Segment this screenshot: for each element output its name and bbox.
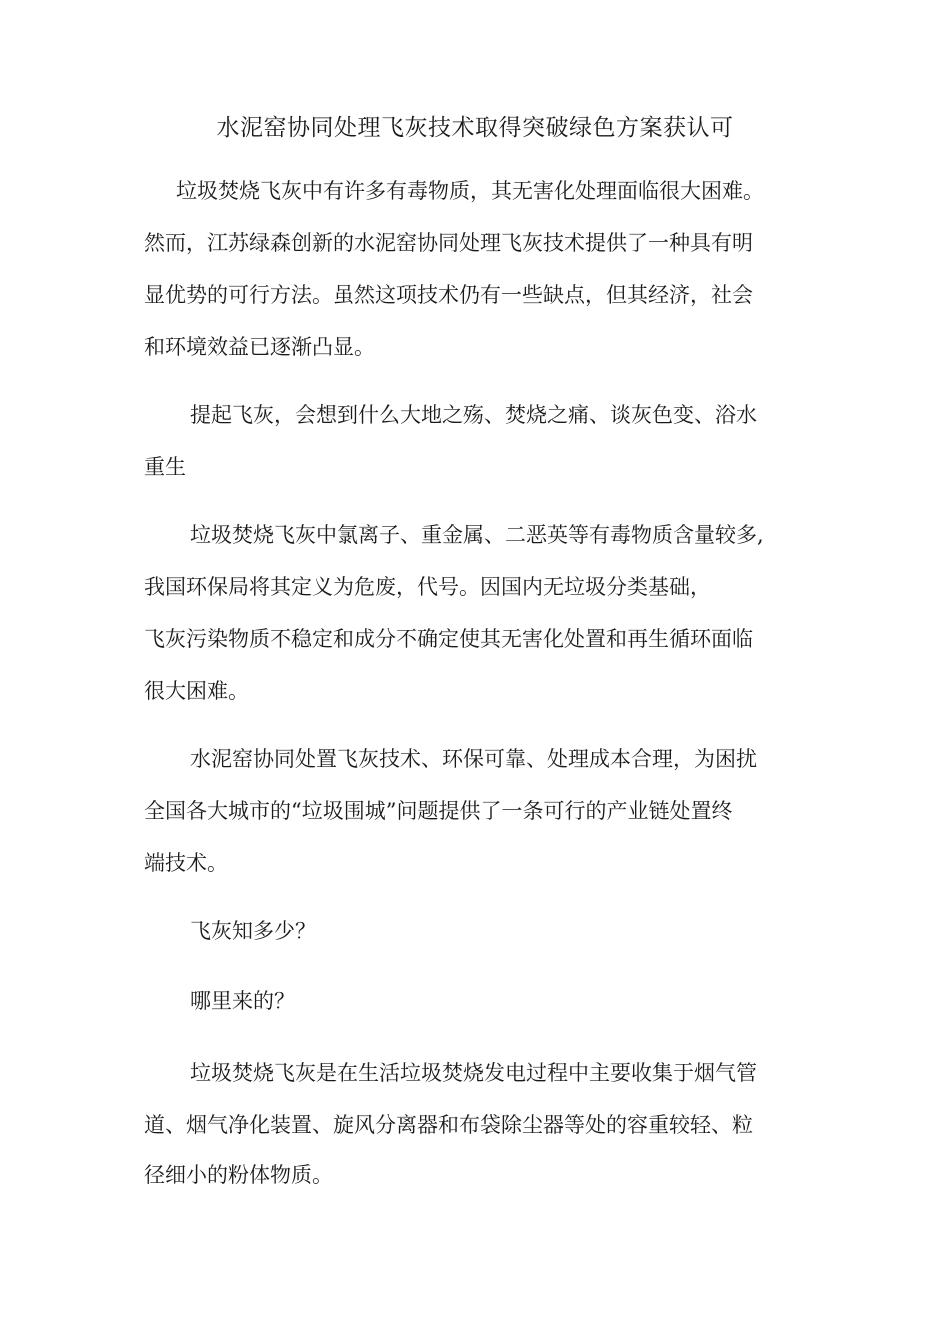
paragraph-2-line-2: 重生 (144, 455, 186, 479)
paragraph-4-line-2: 全国各大城市的“垃圾围城”问题提供了一条可行的产业链处置终 (144, 799, 733, 823)
paragraph-7-line-2: 道、烟气净化装置、旋风分离器和布袋除尘器等处的容重较轻、粒 (144, 1113, 753, 1137)
paragraph-1-line-2: 然而，江苏绿森创新的水泥窑协同处理飞灰技术提供了一种具有明 (144, 231, 753, 255)
paragraph-3-line-3: 飞灰污染物质不稳定和成分不确定使其无害化处置和再生循环面临 (144, 627, 753, 651)
paragraph-7-line-3: 径细小的粉体物质。 (144, 1163, 333, 1187)
paragraph-7-line-1: 垃圾焚烧飞灰是在生活垃圾焚烧发电过程中主要收集于烟气管 (190, 1061, 757, 1085)
paragraph-3-line-2: 我国环保局将其定义为危废，代号。因国内无垃圾分类基础， (144, 575, 711, 599)
paragraph-3-line-1: 垃圾焚烧飞灰中氯离子、重金属、二恶英等有毒物质含量较多, (190, 523, 764, 547)
paragraph-3-line-4: 很大困难。 (144, 679, 249, 703)
paragraph-1-line-3: 显优势的可行方法。虽然这项技术仍有一些缺点，但其经济，社会 (144, 283, 753, 307)
paragraph-4-line-3: 端技术。 (144, 851, 228, 875)
paragraph-2-line-1: 提起飞灰，会想到什么大地之殇、焚烧之痛、谈灰色变、浴水 (190, 403, 757, 427)
paragraph-6-line-1: 哪里来的？ (190, 989, 295, 1013)
paragraph-1-line-4: 和环境效益已逐渐凸显。 (144, 335, 375, 359)
document-title: 水泥窑协同处理飞灰技术取得突破绿色方案获认可 (216, 115, 734, 141)
paragraph-4-line-1: 水泥窑协同处置飞灰技术、环保可靠、处理成本合理，为困扰 (190, 747, 757, 771)
paragraph-1-line-1: 垃圾焚烧飞灰中有许多有毒物质，其无害化处理面临很大困难。 (176, 179, 764, 203)
paragraph-5-line-1: 飞灰知多少？ (190, 919, 316, 943)
